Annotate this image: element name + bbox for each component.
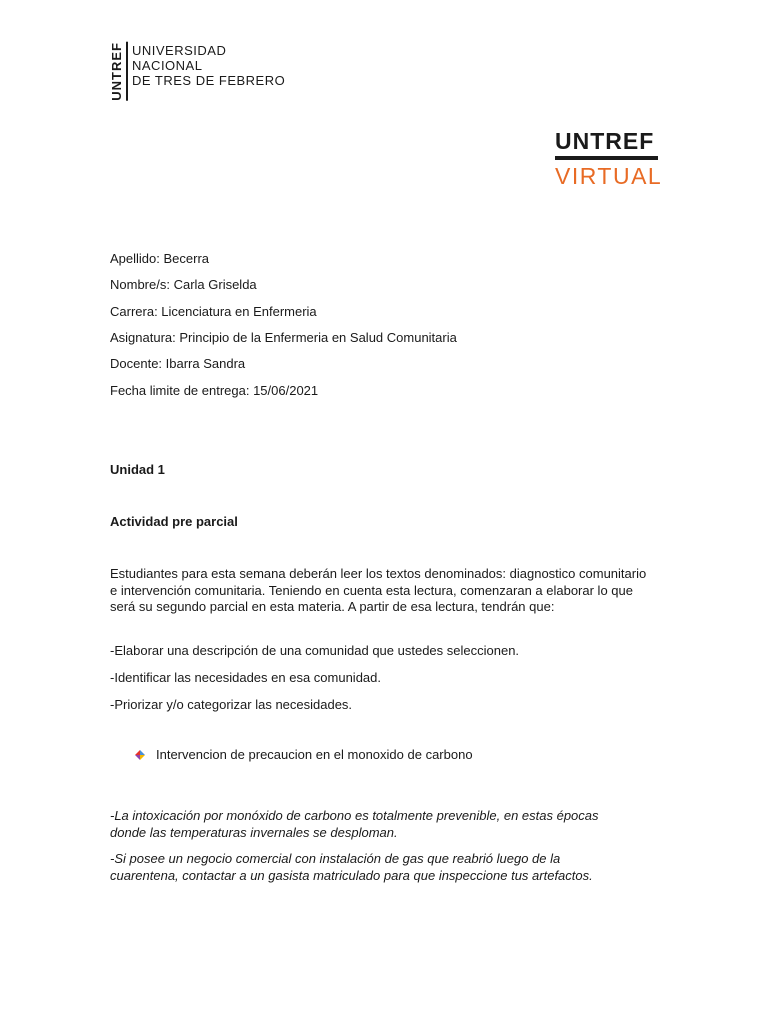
colored-diamond-bullet-icon — [134, 749, 146, 761]
field-asignatura: Asignatura: Principio de la Enfermeria en Salud Comunitaria — [110, 330, 457, 345]
untref-virtual-logo — [555, 128, 663, 189]
logo-university-name — [132, 42, 285, 101]
activity-title: Actividad pre parcial — [110, 514, 238, 529]
task-item: -Priorizar y/o categorizar las necesidades. — [110, 697, 353, 712]
logo-line: UNIVERSIDAD — [132, 43, 227, 58]
field-carrera: Carrera: Licenciatura en Enfermeria — [110, 304, 317, 319]
field-nombre: Nombre/s: Carla Griselda — [110, 277, 257, 292]
intro-paragraph: Estudiantes para esta semana deberán leer los textos denominados: diagnostico comunitario e intervención comunitaria. Teniendo en cuenta esta lectura, comenzaran a elaborar lo que será su segundo parcial en esta materia. A partir de esa lectura, tendrán que: — [110, 566, 647, 614]
brand-top: UNTREF — [555, 128, 655, 154]
task-item: -Identificar las necesidades en esa comunidad. — [110, 670, 381, 685]
bullet-item — [134, 747, 473, 762]
logo-line: NACIONAL — [132, 58, 203, 73]
bullet-text: Intervencion de precaucion en el monoxido de carbono — [156, 747, 473, 762]
field-apellido: Apellido: Becerra — [110, 251, 209, 266]
logo-line: DE TRES DE FEBRERO — [132, 73, 286, 88]
note-paragraph: -Si posee un negocio comercial con instalación de gas que reabrió luego de la cuarentena, contactar a un gasista matriculado para que inspeccione tus artefactos. — [110, 851, 593, 883]
university-logo — [110, 42, 285, 101]
unit-title: Unidad 1 — [110, 462, 165, 477]
brand-divider — [555, 156, 658, 160]
field-fecha: Fecha limite de entrega: 15/06/2021 — [110, 383, 319, 398]
field-docente: Docente: Ibarra Sandra — [110, 356, 246, 371]
task-item: -Elaborar una descripción de una comunidad que ustedes seleccionen. — [110, 643, 520, 658]
note-paragraph: -La intoxicación por monóxido de carbono es totalmente prevenible, en estas épocas donde las temperaturas invernales se desploman. — [110, 808, 599, 840]
brand-bottom: VIRTUAL — [555, 163, 663, 189]
logo-vertical-text: UNTREF — [110, 42, 128, 101]
